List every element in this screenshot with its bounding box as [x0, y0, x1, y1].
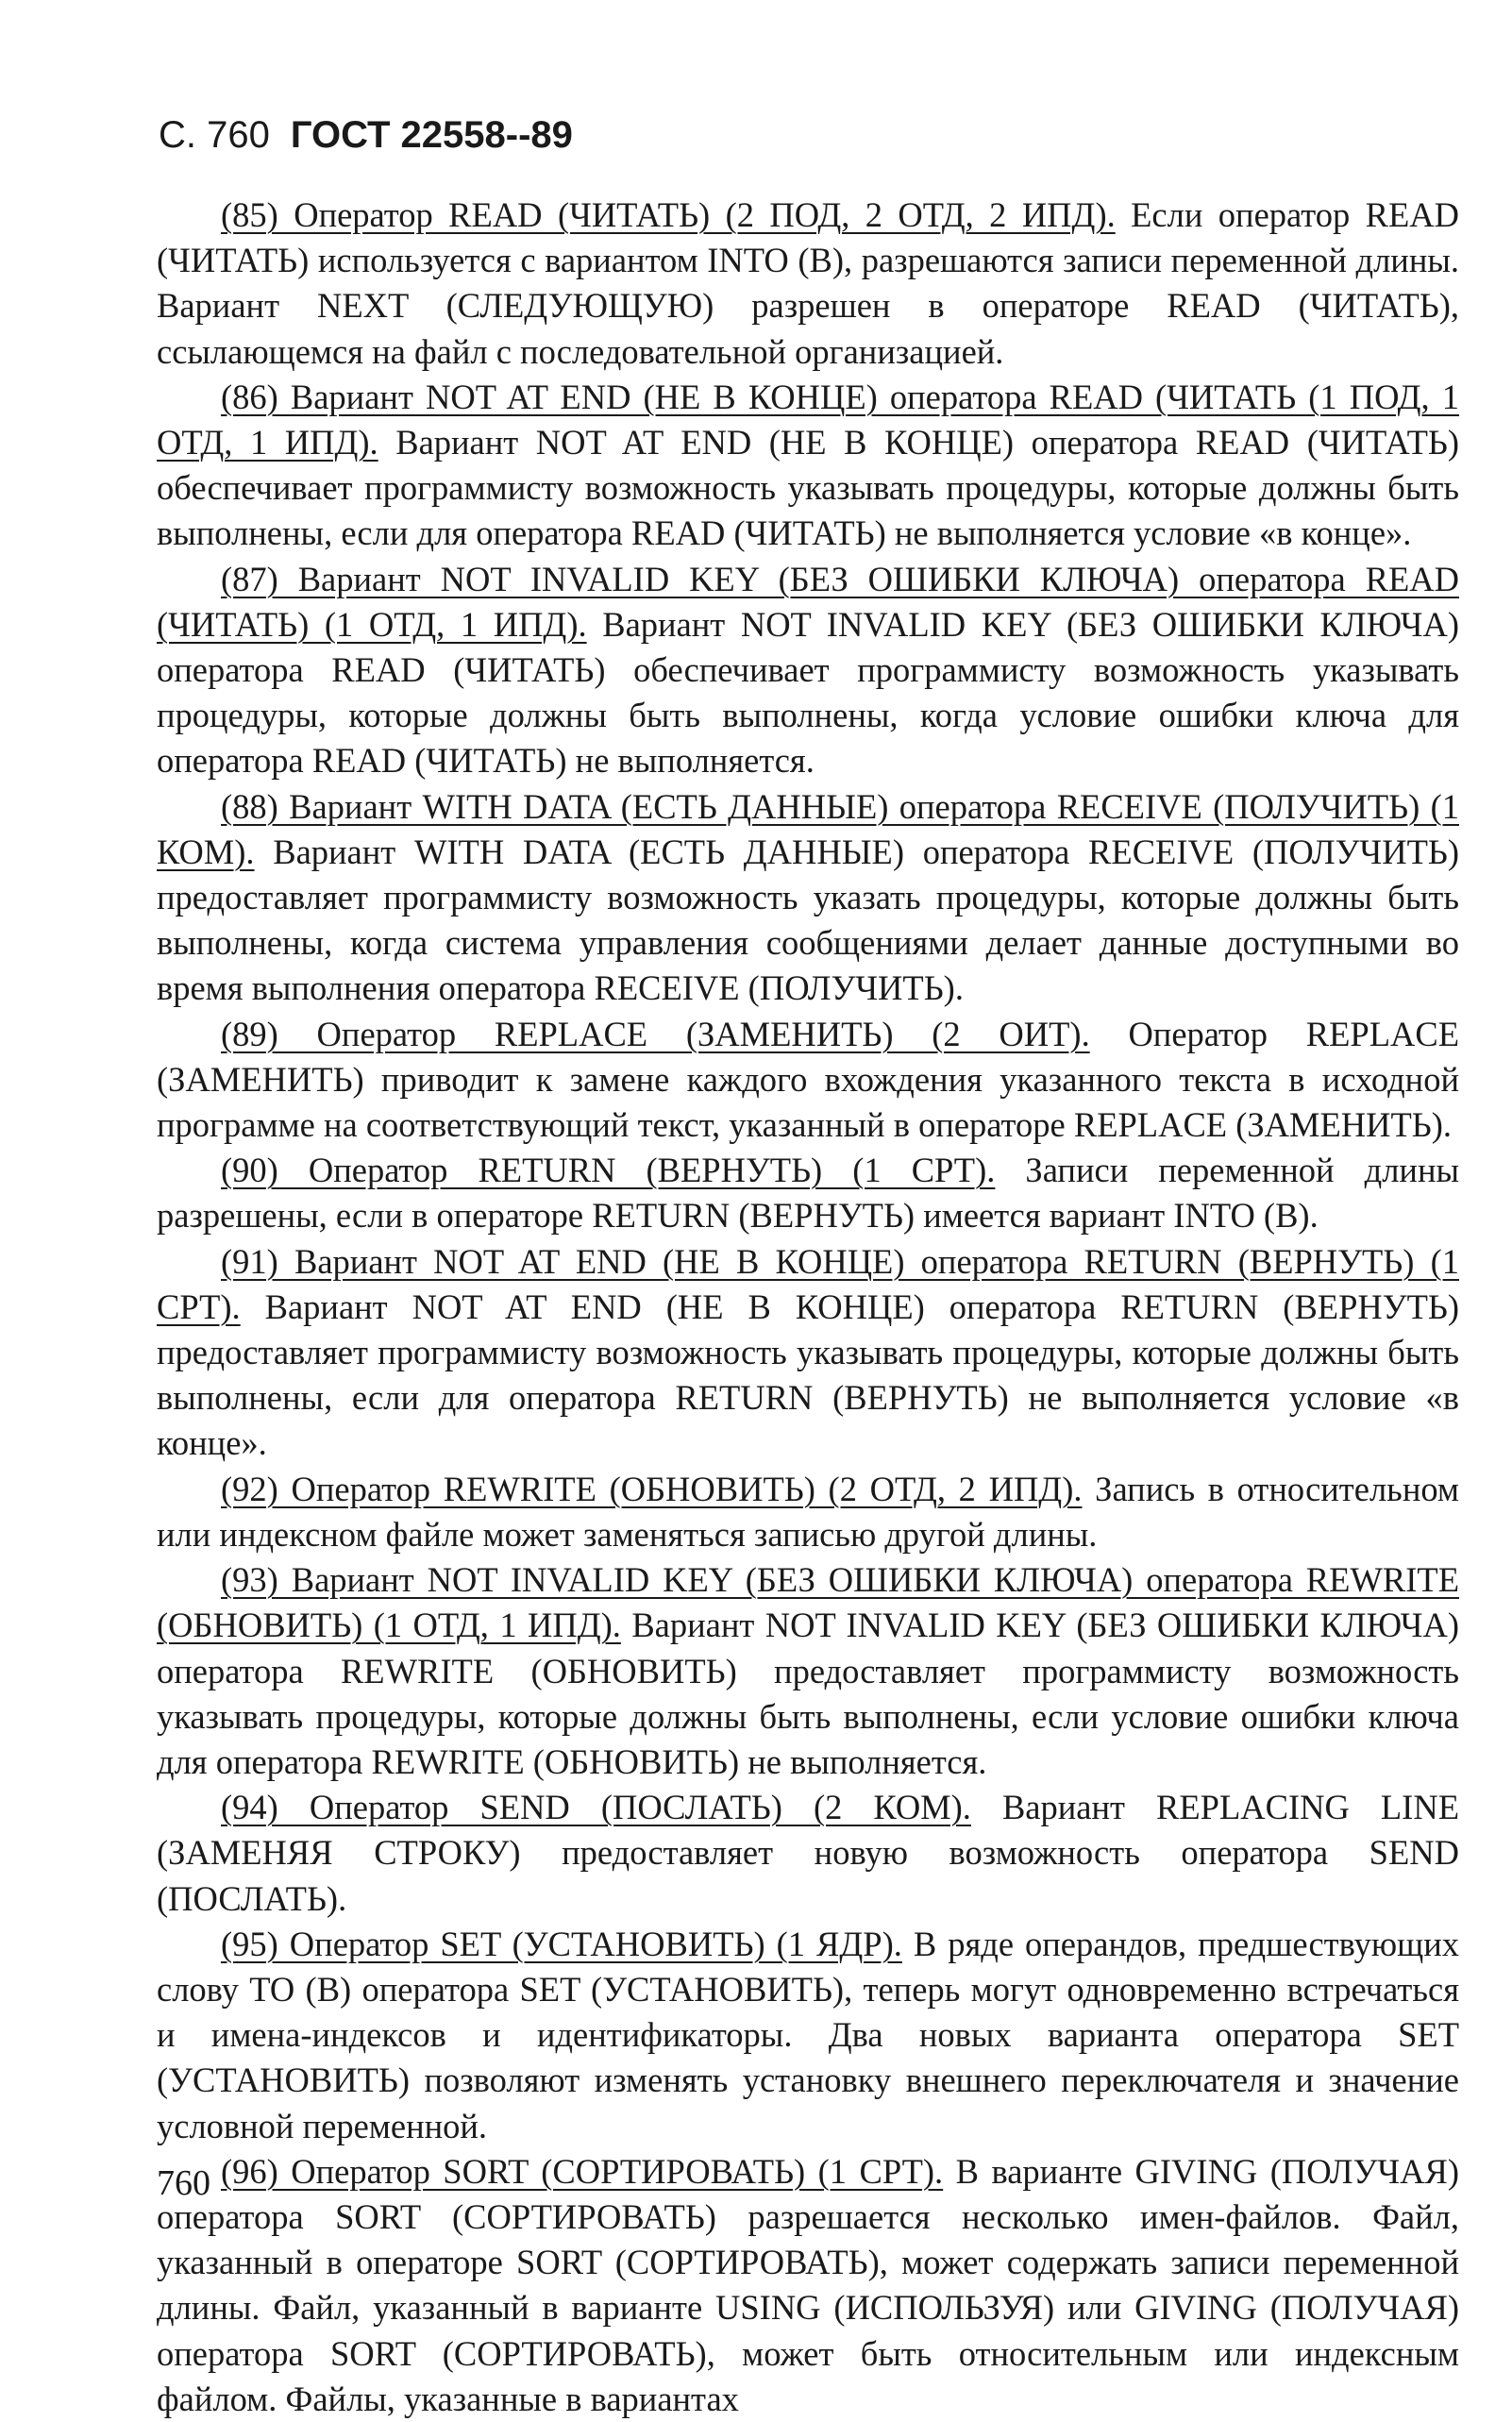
paragraph-lead: (92) Оператор REWRITE (ОБНОВИТЬ) (2 ОТД, 2 ИПД).: [221, 1469, 1083, 1508]
paragraph-text: Запись в относительном или индексном файле может заменяться записью другой длины.: [157, 1469, 1460, 1554]
paragraph-86: [157, 375, 1459, 557]
paragraph-88: [157, 784, 1459, 1012]
paragraph-text: Вариант NOT AT END (НЕ В КОНЦЕ) оператора READ (ЧИТАТЬ) обеспечивает программисту возможность указывать процедуры, которые должны быть выполнены, если для оператора READ (ЧИТАТЬ) не выполняется условие «в конце».: [157, 423, 1459, 553]
paragraph-89: [157, 1012, 1459, 1149]
paragraph-90: [157, 1148, 1459, 1238]
paragraph-lead: (93) Вариант NOT INVALID KEY (БЕЗ ОШИБКИ КЛЮЧА) оператора REWRITE (ОБНОВИТЬ) (1 ОТД, 1 ИПД).: [157, 1560, 1459, 1645]
paragraph-96: [157, 2149, 1459, 2422]
paragraph-lead: (95) Оператор SET (УСТАНОВИТЬ) (1 ЯДР).: [221, 1924, 902, 1963]
paragraph-text: Вариант REPLACING LINE (ЗАМЕНЯЯ СТРОКУ) предоставляет новую возможность оператора SEND (ПОСЛАТЬ).: [157, 1788, 1459, 1918]
paragraph-text: Вариант NOT AT END (НЕ В КОНЦЕ) оператора RETURN (ВЕРНУТЬ) предоставляет программисту возможность указывать процедуры, которые должны быть выполнены, если для оператора RETURN (ВЕРНУТЬ) не выполняется условие «в конце».: [157, 1287, 1459, 1463]
paragraph-lead: (90) Оператор RETURN (ВЕРНУТЬ) (1 СРТ).: [221, 1151, 996, 1190]
paragraph-text: Оператор REPLACE (ЗАМЕНИТЬ) приводит к замене каждого вхождения указанного текста в исходной программе на соответствующий текст, указанный в операторе REPLACE (ЗАМЕНИТЬ).: [157, 1014, 1459, 1145]
paragraph-95: [157, 1922, 1459, 2149]
page-header: [159, 111, 573, 159]
paragraph-lead: (89) Оператор REPLACE (ЗАМЕНИТЬ) (2 ОИТ).: [221, 1014, 1090, 1053]
body-text: [157, 193, 1459, 2422]
paragraph-87: [157, 557, 1459, 784]
paragraph-text: Если оператор READ (ЧИТАТЬ) используется с вариантом INTO (В), разрешаются записи переменной длины. Вариант NEXT (СЛЕДУЮЩУЮ) разрешен в операторе READ (ЧИТАТЬ), ссылающемся на файл с последовательной организацией.: [157, 195, 1459, 371]
paragraph-text: Вариант WITH DATA (ЕСТЬ ДАННЫЕ) оператора RECEIVE (ПОЛУЧИТЬ) предоставляет программисту возможность указать процедуры, которые должны быть выполнены, когда система управления сообщениями делает данные доступными во время выполнения оператора RECEIVE (ПОЛУЧИТЬ).: [157, 832, 1459, 1008]
paragraph-91: [157, 1239, 1459, 1467]
paragraph-85: [157, 193, 1459, 375]
paragraph-93: [157, 1557, 1459, 1785]
paragraph-text: Вариант NOT INVALID KEY (БЕЗ ОШИБКИ КЛЮЧА) оператора READ (ЧИТАТЬ) обеспечивает программисту возможность указывать процедуры, которые должны быть выполнены, когда условие ошибки ключа для оператора READ (ЧИТАТЬ) не выполняется.: [157, 604, 1460, 781]
paragraph-text: Вариант NOT INVALID KEY (БЕЗ ОШИБКИ КЛЮЧА) оператора REWRITE (ОБНОВИТЬ) предоставляет программисту возможность указывать процедуры, которые должны быть выполнены, если условие ошибки ключа для оператора REWRITE (ОБНОВИТЬ) не выполняется.: [157, 1606, 1459, 1781]
paragraph-92: [157, 1467, 1459, 1557]
paragraph-text: В ряде операндов, предшествующих слову TO (В) оператора SET (УСТАНОВИТЬ), теперь могут одновременно встречаться и имена-индексов и идентификаторы. Два новых варианта оператора SET (УСТАНОВИТЬ) позволяют изменять установку внешнего переключателя и значение условной переменной.: [157, 1924, 1459, 2145]
page-reference: С. 760: [159, 114, 270, 156]
paragraph-lead: (94) Оператор SEND (ПОСЛАТЬ) (2 КОМ).: [221, 1788, 971, 1827]
paragraph-lead: (87) Вариант NOT INVALID KEY (БЕЗ ОШИБКИ КЛЮЧА) оператора READ (ЧИТАТЬ) (1 ОТД, 1 ИПД).: [157, 559, 1459, 644]
paragraph-94: [157, 1785, 1459, 1922]
paragraph-lead: (88) Вариант WITH DATA (ЕСТЬ ДАННЫЕ) оператора RECEIVE (ПОЛУЧИТЬ) (1 КОМ).: [157, 786, 1459, 871]
paragraph-lead: (85) Оператор READ (ЧИТАТЬ) (2 ПОД, 2 ОТД, 2 ИПД).: [221, 195, 1116, 234]
standard-code: ГОСТ 22558--89: [290, 114, 573, 156]
paragraph-lead: (86) Вариант NOT AT END (НЕ В КОНЦЕ) оператора READ (ЧИТАТЬ (1 ПОД, 1 ОТД, 1 ИПД).: [157, 377, 1459, 463]
page-number: 760: [157, 2163, 210, 2203]
paragraph-lead: (96) Оператор SORT (СОРТИРОВАТЬ) (1 СРТ).: [221, 2151, 944, 2191]
paragraph-text: В варианте GIVING (ПОЛУЧАЯ) оператора SORT (СОРТИРОВАТЬ) разрешается несколько имен-файлов. Файл, указанный в операторе SORT (СОРТИРОВАТЬ), может содержать записи переменной длины. Файл, указанный в варианте USING (ИСПОЛЬЗУЯ) или GIVING (ПОЛУЧАЯ) оператора SORT (СОРТИРОВАТЬ), может быть относительным или индексным файлом. Файлы, указанные в вариантах: [157, 2151, 1459, 2418]
paragraph-lead: (91) Вариант NOT AT END (НЕ В КОНЦЕ) оператора RETURN (ВЕРНУТЬ) (1 СРТ).: [157, 1241, 1459, 1326]
paragraph-text: Записи переменной длины разрешены, если в операторе RETURN (ВЕРНУТЬ) имеется вариант INTO (В).: [157, 1151, 1460, 1236]
